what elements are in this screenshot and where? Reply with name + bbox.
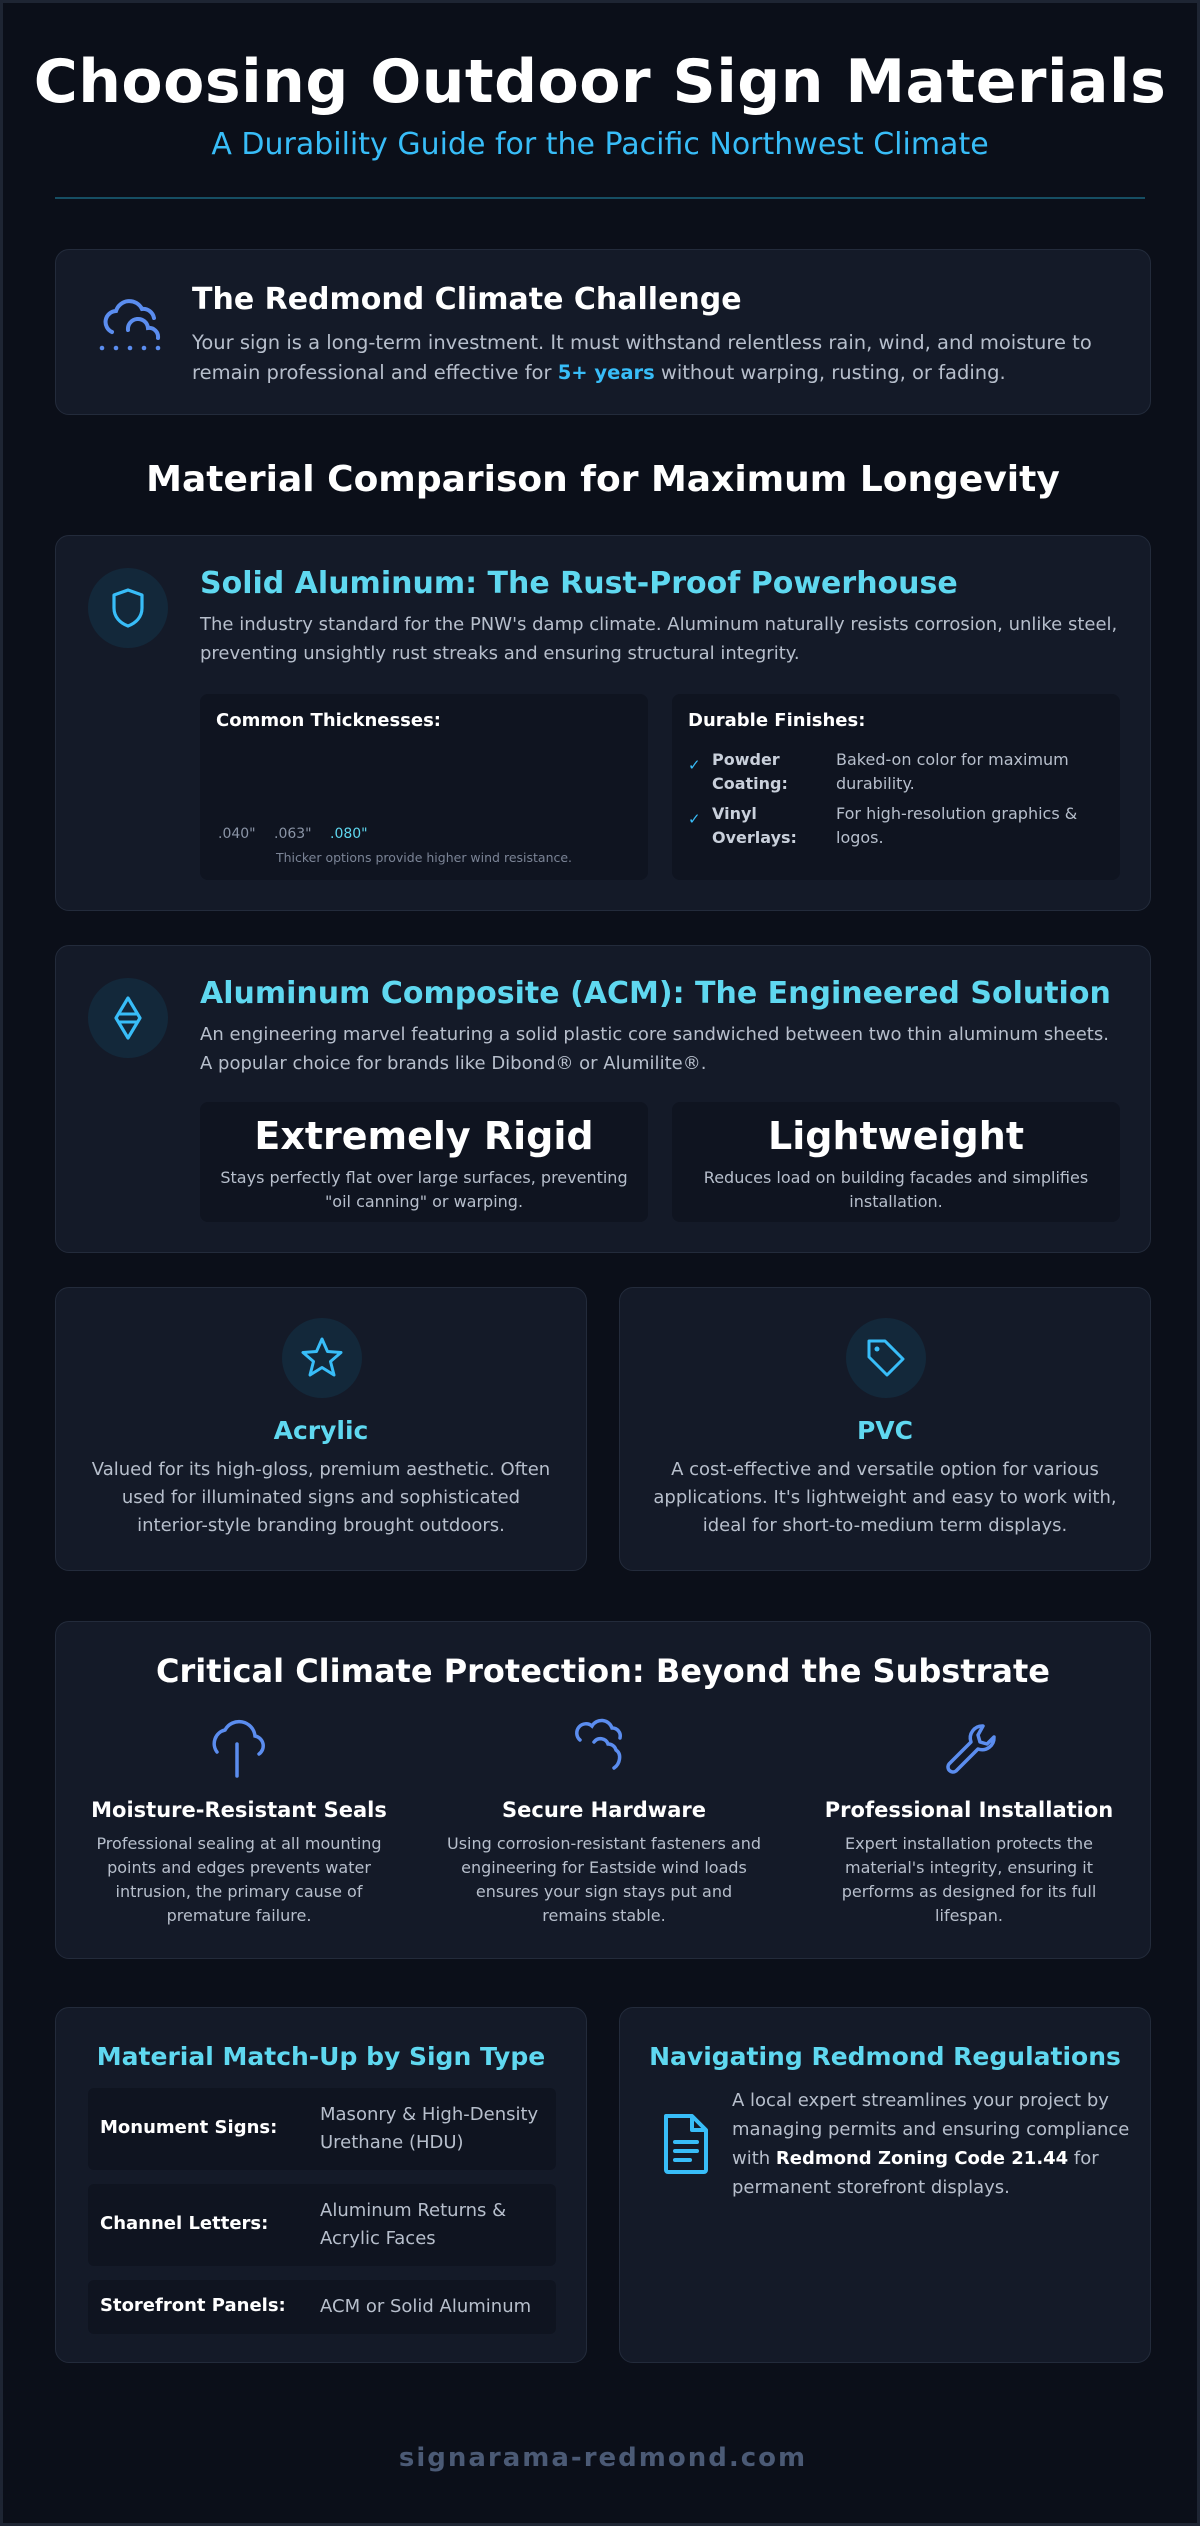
protection-title: Critical Climate Protection: Beyond the Substrate — [156, 1652, 1050, 1690]
sign-material: ACM or Solid Aluminum — [320, 2296, 532, 2317]
aluminum-description: The industry standard for the PNW's damp climate. Aluminum naturally resists corrosion, unlike steel, preventing unsightly rust streaks and ensuring structural integrity. — [200, 614, 1118, 664]
cloud-rain-icon — [98, 296, 168, 362]
acrylic-description: Valued for its high-gloss, premium aesthetic. Often used for illuminated signs and sophisticated interior-style branding brought outdoors. — [91, 1459, 551, 1536]
thickness-option: .063" — [274, 826, 312, 842]
wind-icon — [439, 1718, 769, 1782]
protection-item — [439, 1718, 769, 1928]
check-icon: ✓ — [688, 756, 701, 774]
pvc-description: A cost-effective and versatile option for various applications. It's lightweight and easy to work with, ideal for short-to-medium term displays. — [653, 1459, 1117, 1536]
aluminum-card — [55, 535, 1151, 911]
thickness-panel — [200, 694, 648, 880]
protection-item-title: Secure Hardware — [502, 1798, 706, 1822]
feature-title: Lightweight — [768, 1114, 1024, 1158]
header-divider — [55, 197, 1145, 199]
feature-desc: Stays perfectly flat over large surfaces, preventing "oil canning" or warping. — [220, 1168, 628, 1211]
protection-card — [55, 1621, 1151, 1959]
finish-name: Powder Coating: — [712, 750, 788, 793]
climate-text: Your sign is a long-term investment. It must withstand relentless rain, wind, and moisture to remain professional and effective for 5+ years without warping, rusting, or fading. — [192, 331, 1092, 384]
matchup-card — [55, 2007, 587, 2363]
regulations-card — [619, 2007, 1151, 2363]
finish-name: Vinyl Overlays: — [712, 804, 797, 847]
footer-url: signarama-redmond.com — [398, 2443, 808, 2473]
acrylic-title: Acrylic — [273, 1416, 369, 1445]
thickness-title: Common Thicknesses: — [216, 710, 442, 731]
climate-title: The Redmond Climate Challenge — [192, 282, 742, 317]
shield-icon — [88, 568, 168, 648]
thickness-option-selected: .080" — [330, 826, 368, 842]
acm-card — [55, 945, 1151, 1253]
protection-item-desc: Expert installation protects the material's integrity, ensuring it performs as designed for its full lifespan. — [841, 1834, 1097, 1925]
aluminum-title: Solid Aluminum: The Rust-Proof Powerhouse — [200, 566, 958, 601]
protection-item-title: Moisture-Resistant Seals — [91, 1798, 387, 1822]
sign-material: Aluminum Returns & Acrylic Faces — [320, 2200, 507, 2249]
regulations-highlight: Redmond Zoning Code 21.44 — [775, 2148, 1069, 2169]
protection-item-desc: Using corrosion-resistant fasteners and engineering for Eastside wind loads ensures your sign stays put and remains stable. — [447, 1834, 761, 1925]
finishes-title: Durable Finishes: — [688, 710, 866, 731]
sign-type: Monument Signs: — [100, 2117, 278, 2138]
wrench-icon — [804, 1718, 1134, 1782]
acm-description: An engineering marvel featuring a solid plastic core sandwiched between two thin aluminum sheets. A popular choice for brands like Dibond® or Alumilite®. — [200, 1024, 1109, 1074]
feature-title: Extremely Rigid — [254, 1114, 594, 1158]
feature-desc: Reduces load on building facades and simplifies installation. — [703, 1168, 1089, 1211]
matchup-row — [88, 2280, 556, 2334]
finish-desc: Baked-on color for maximum durability. — [836, 750, 1069, 793]
climate-highlight: 5+ years — [557, 361, 655, 384]
sign-material: Masonry & High-Density Urethane (HDU) — [320, 2104, 539, 2153]
thickness-option: .040" — [218, 826, 256, 842]
protection-item — [74, 1718, 404, 1928]
feature-box — [200, 1102, 648, 1222]
matchup-title: Material Match-Up by Sign Type — [96, 2042, 546, 2071]
protection-item-desc: Professional sealing at all mounting points and edges prevents water intrusion, the primary cause of premature failure. — [96, 1834, 382, 1925]
layers-icon — [88, 978, 168, 1058]
matchup-row — [88, 2184, 556, 2266]
regulations-text: A local expert streamlines your project by managing permits and ensuring compliance with Redmond Zoning Code 21.44 for permanent storefront displays. — [732, 2090, 1130, 2198]
feature-box — [672, 1102, 1120, 1222]
thickness-note: Thicker options provide higher wind resistance. — [275, 850, 573, 865]
document-icon — [658, 2112, 714, 2180]
umbrella-icon — [74, 1718, 404, 1782]
sign-type: Storefront Panels: — [100, 2295, 286, 2316]
page-title: Choosing Outdoor Sign Materials — [33, 47, 1167, 117]
pvc-title: PVC — [856, 1416, 914, 1445]
finishes-panel — [672, 694, 1120, 880]
check-icon: ✓ — [688, 810, 701, 828]
climate-challenge-card — [55, 249, 1151, 415]
finish-desc: For high-resolution graphics & logos. — [836, 804, 1078, 847]
protection-item — [804, 1718, 1134, 1928]
acm-title: Aluminum Composite (ACM): The Engineered Solution — [200, 976, 1111, 1011]
acrylic-card — [55, 1287, 587, 1571]
star-icon — [282, 1318, 362, 1398]
matchup-row — [88, 2088, 556, 2170]
pvc-card — [619, 1287, 1151, 1571]
comparison-title: Material Comparison for Maximum Longevity — [146, 459, 1060, 500]
page-subtitle: A Durability Guide for the Pacific Northwest Climate — [211, 127, 989, 162]
sign-type: Channel Letters: — [100, 2213, 269, 2234]
header — [3, 3, 1197, 162]
regulations-title: Navigating Redmond Regulations — [649, 2042, 1121, 2071]
protection-item-title: Professional Installation — [824, 1798, 1114, 1822]
tag-icon — [846, 1318, 926, 1398]
